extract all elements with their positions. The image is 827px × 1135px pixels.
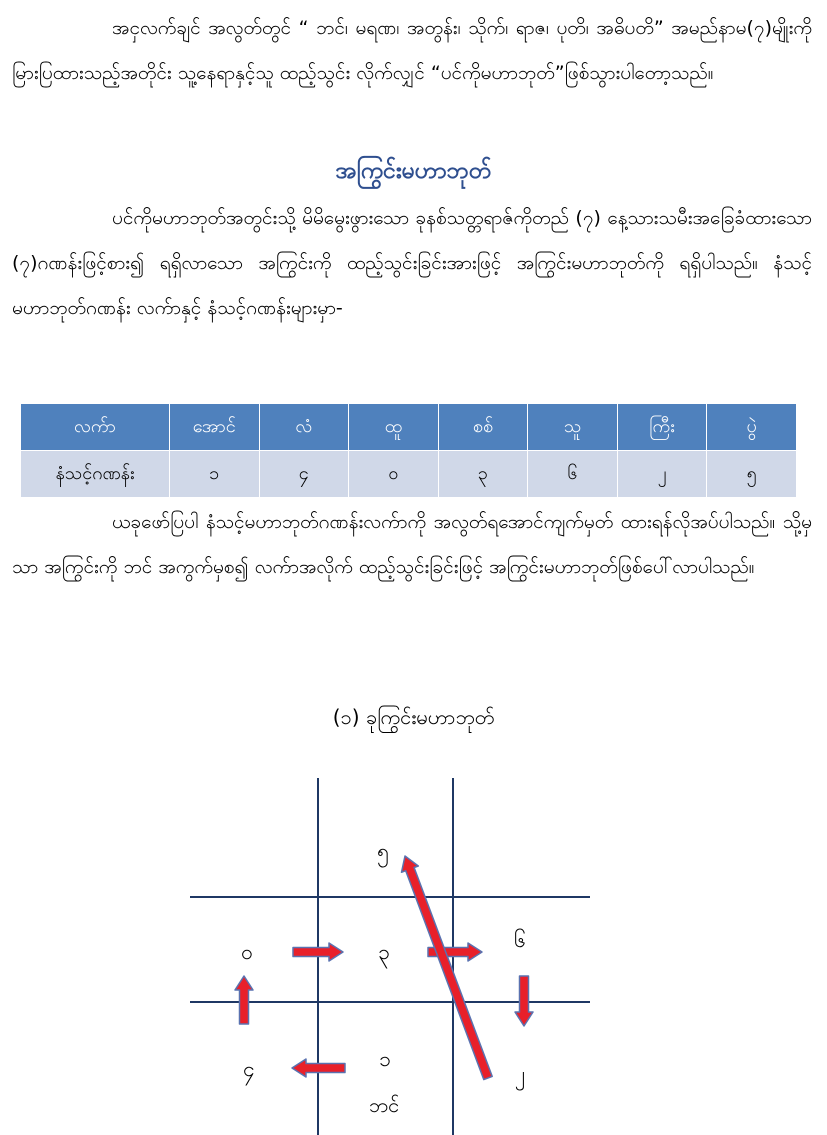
number-center: ၃ [378, 940, 390, 964]
table-header-cell: သူ [528, 404, 618, 451]
note-paragraph: ယခုဖော်ပြပါ နံသင့်မဟာဘုတ်ဂဏန်းလက်ာကို အလွတ်ရအောင်ကျက်မှတ် ထားရန်လိုအပ်ပါသည်။ သို့မှသာ အကြွင်းကို ဘင် အကွက်မှစ၍ လက်ာအလိုက် ထည့်သွင်းခြင်းဖြင့် အကြွင်းမဟာဘုတ်ဖြစ်ပေါ်လာပါသည်။ [12, 511, 812, 578]
table-cell: နံသင့်ဂဏန်း [21, 451, 170, 498]
table-cell: ၆ [528, 451, 618, 498]
section-heading: အကြွင်းမဟာဘုတ် [335, 158, 492, 184]
table-cell: ၀ [349, 451, 439, 498]
table-cell: ၃ [438, 451, 528, 498]
number-mid-right: ၆ [514, 928, 526, 952]
number-top: ၅ [377, 839, 389, 863]
arrow-shape [235, 976, 253, 1024]
arrow-left-up [235, 976, 253, 1024]
start-label: ဘင် [368, 1093, 400, 1117]
score-table [20, 403, 797, 498]
table-cell: ၂ [617, 451, 707, 498]
table-cell: ၁ [170, 451, 260, 498]
table-header-cell: ကြီး [617, 404, 707, 451]
table-header-row [21, 404, 797, 451]
table-cell: ၄ [259, 451, 349, 498]
mahabote-diagram [0, 740, 827, 1135]
table-header-cell: အောင် [170, 404, 260, 451]
table-header-cell: ပွဲ [707, 404, 797, 451]
body-paragraph: ပင်ကိုမဟာဘုတ်အတွင်းသို့ မိမိမွေးဖွားသော ခုနစ်သတ္တရာဇ်ကိုတည် (၇) နေ့သားသမီးအခြေခံထားသော (၇)ဂဏန်းဖြင့်စား၍ ရရှိလာသော အကြွင်းကို ထည့်သွင်းခြင်းအားဖြင့် အကြွင်းမဟာဘုတ်ကို ရရှိပါသည်။ နံသင့်မဟာဘုတ်ဂဏန်း လက်ာနှင့် နံသင့်ဂဏန်းများမှာ- [12, 207, 812, 319]
table-cell: ၅ [707, 451, 797, 498]
number-mid-left: ၀ [241, 940, 253, 964]
number-bottom-left: ၄ [243, 1057, 255, 1081]
diagram-title: (၁) ခုကြွင်းမဟာဘုတ် [332, 705, 495, 729]
table-header-cell: ထူ [349, 404, 439, 451]
table-header-cell: လက်ာ [21, 404, 170, 451]
table-header-cell: လံ [259, 404, 349, 451]
arrow-shape [402, 856, 493, 1080]
number-bottom-right: ၂ [514, 1062, 526, 1086]
table-header-cell: စစ် [438, 404, 528, 451]
number-bottom-center: ၁ [379, 1047, 391, 1071]
intro-paragraph: အငှလက်ချင် အလွတ်တွင် “ ဘင်၊ မရဏ၊ အတွန်း၊ သိုက်၊ ရာဇ၊ ပုတိ၊ အဓိပတိ” အမည်နာမ(၇)မျိုးကို မြားပြထားသည့်အတိုင်း သူ့နေရာနှင့်သူ ထည့်သွင်း လိုက်လျှင် “ပင်ကိုမဟာဘုတ်”ဖြစ်သွားပါတော့သည်။ [12, 17, 812, 84]
table-row [21, 451, 797, 498]
arrow-diagonal [402, 856, 493, 1080]
